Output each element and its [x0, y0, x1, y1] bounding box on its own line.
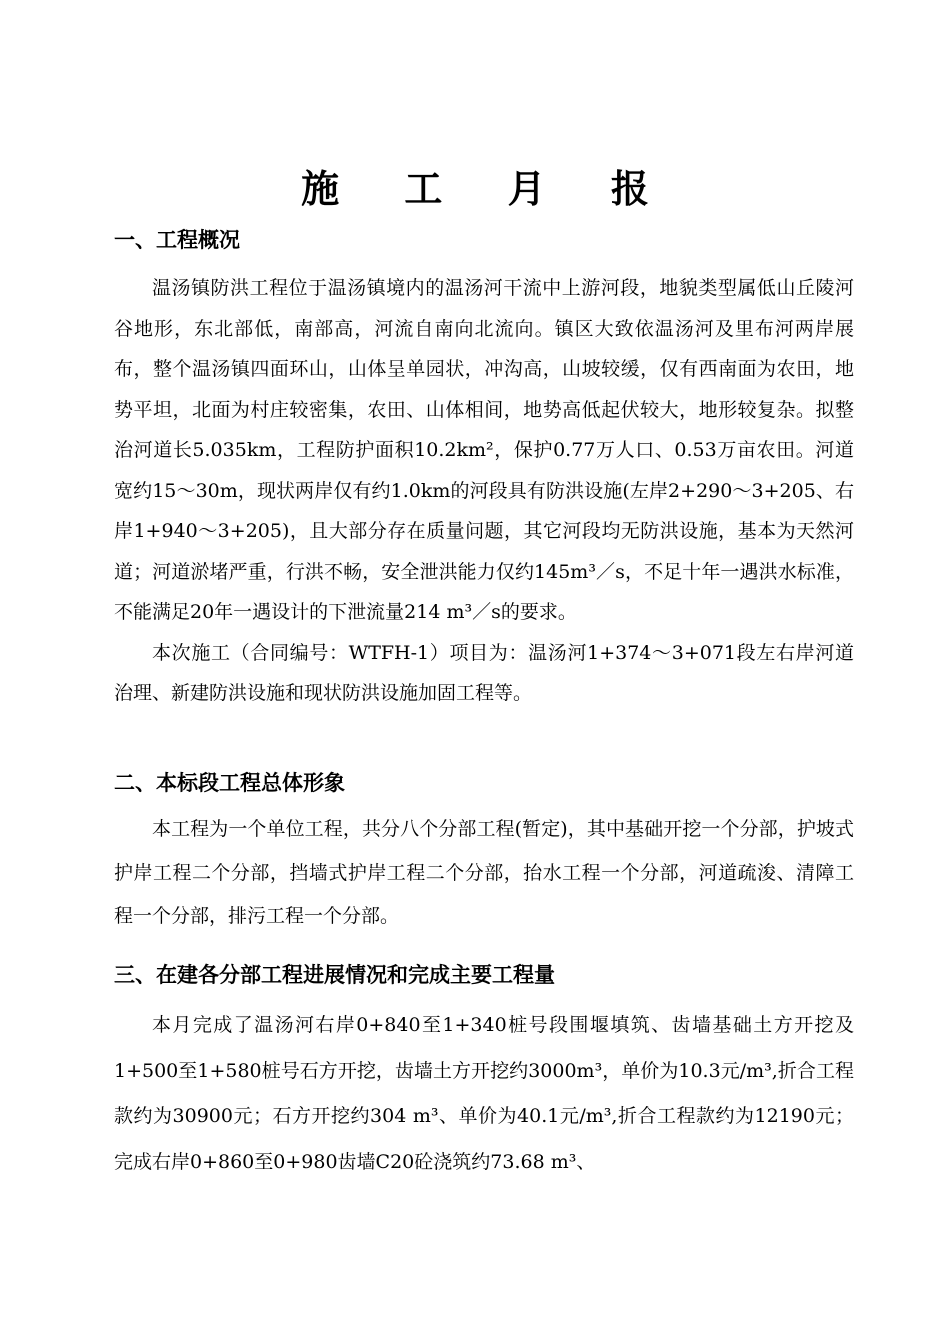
page-title: 施 工 月 报 [301, 167, 675, 211]
section-overview-body [114, 268, 854, 714]
progress-paragraph-1: 本月完成了温汤河右岸0+840至1+340桩号段围堰填筑、齿墙基础土方开挖及1+500至1+580桩号石方开挖，齿墙土方开挖约3000m³，单价为10.3元/m³,折合工程款约为30900元；石方开挖约304 m³、单价为40.1元/m³,折合工程款约为12190元；完成右岸0+860至0+980齿墙C20砼浇筑约73.68 m³、 [114, 1014, 854, 1173]
section-heading-overall-image: 二、本标段工程总体形象 [114, 771, 345, 795]
overview-paragraph-2: 本次施工（合同编号：WTFH-1）项目为：温汤河1+374～3+071段左右岸河道治理、新建防洪设施和现状防洪设施加固工程等。 [114, 641, 854, 704]
section-heading-overview: 一、工程概况 [114, 228, 240, 252]
section-progress-body [114, 1003, 854, 1185]
section-overall-image-body [114, 808, 854, 939]
section-heading-progress: 三、在建各分部工程进展情况和完成主要工程量 [114, 963, 555, 987]
overall-image-paragraph-1: 本工程为一个单位工程，共分八个分部工程(暂定)，其中基础开挖一个分部，护坡式护岸工程二个分部，挡墙式护岸工程二个分部，抬水工程一个分部，河道疏浚、清障工程一个分部，排污工程一个分部。 [114, 818, 854, 928]
overview-paragraph-1: 温汤镇防洪工程位于温汤镇境内的温汤河干流中上游河段，地貌类型属低山丘陵河谷地形，东北部低，南部高，河流自南向北流向。镇区大致依温汤河及里布河两岸展布，整个温汤镇四面环山，山体呈单园状，冲沟高，山坡较缓，仅有西南面为农田，地势平坦，北面为村庄较密集，农田、山体相间，地势高低起伏较大，地形较复杂。拟整治河道长5.035km，工程防护面积10.2km²，保护0.77万人口、0.53万亩农田。河道宽约15～30m，现状两岸仅有约1.0km的河段具有防洪设施(左岸2+290～3+205、右岸1+940～3+205)，且大部分存在质量问题，其它河段均无防洪设施，基本为天然河道；河道淤堵严重，行洪不畅，安全泄洪能力仅约145m³／s，不足十年一遇洪水标准，不能满足20年一遇设计的下泄流量214 m³／s的要求。 [114, 277, 854, 623]
